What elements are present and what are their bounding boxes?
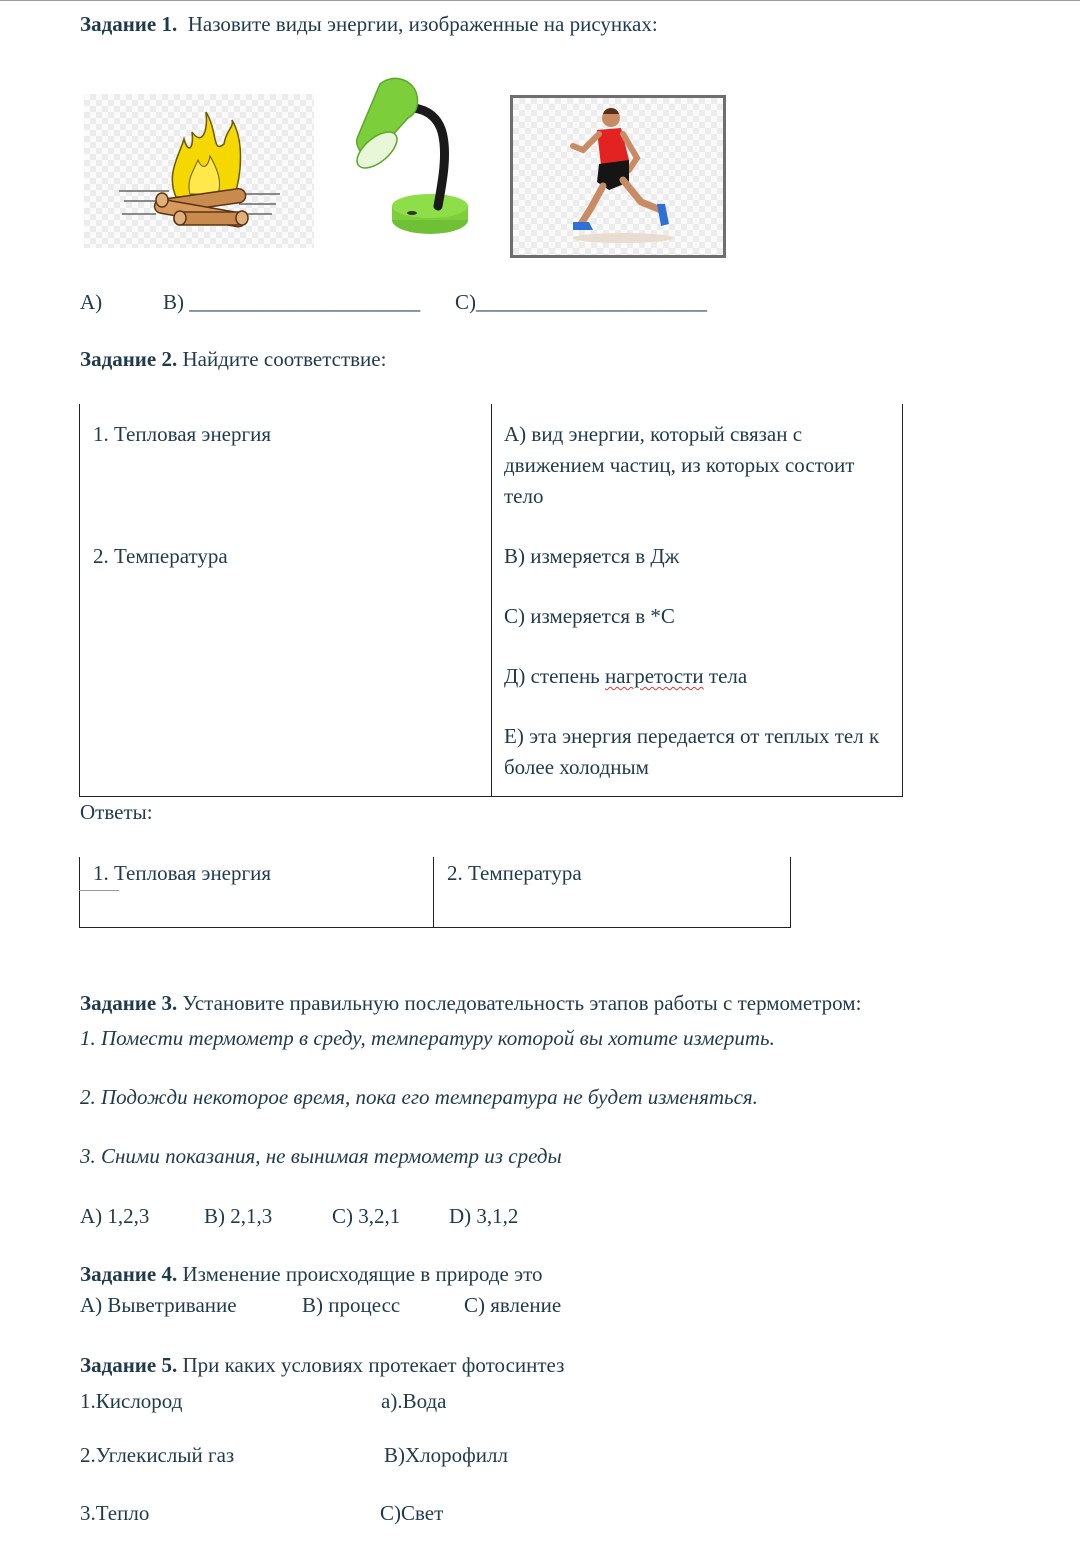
task1-label: Задание 1.: [80, 12, 178, 36]
task4-label: Задание 4.: [80, 1262, 178, 1286]
task3-heading: [80, 991, 861, 1016]
task5-right-a: а).Вода: [381, 1389, 447, 1413]
task4-text: Изменение происходящие в природе это: [182, 1262, 543, 1286]
task5-text: При каких условиях протекает фотосинтез: [182, 1353, 565, 1377]
matching-right-d-end: тела: [703, 664, 748, 688]
answers-label: Ответы:: [80, 800, 153, 824]
task1-text: Назовите виды энергии, изображенные на рисунках:: [187, 12, 658, 36]
task3-option-a: A) 1,2,3: [80, 1204, 150, 1228]
task5-right-b: B)Хлорофилл: [384, 1443, 508, 1467]
task1-heading: [80, 12, 658, 37]
task1-answer-a: A): [80, 290, 103, 314]
task4-option-c: C) явление: [464, 1293, 562, 1317]
task2-label: Задание 2.: [80, 347, 178, 371]
task3-option-b: B) 2,1,3: [204, 1204, 273, 1228]
task3-step-2: 2. Подожди некоторое время, пока его температура не будет изменяться.: [80, 1085, 758, 1109]
desk-lamp-icon: [350, 74, 470, 242]
table-border-left: [79, 404, 80, 797]
task5-label: Задание 5.: [80, 1353, 178, 1377]
matching-right-b: B) измеряется в Дж: [504, 544, 680, 568]
answers-border-right: [790, 857, 791, 928]
matching-right-c: C) измеряется в *С: [504, 604, 675, 628]
matching-right-d-start: Д) степень: [504, 664, 606, 688]
matching-right-a: A) вид энергии, который связан с движением частиц, из которых состоит тело: [504, 422, 855, 508]
task2-text: Найдите соответствие:: [182, 347, 387, 371]
task1-answer-c: C)______________________: [455, 290, 707, 314]
task1-answer-b: B) ______________________: [163, 290, 421, 314]
task3-option-c: C) 3,2,1: [332, 1204, 401, 1228]
table-border-middle: [491, 404, 492, 797]
task5-left-1: 1.Кислород: [80, 1389, 183, 1413]
task3-label: Задание 3.: [80, 991, 178, 1015]
task4-heading: [80, 1262, 543, 1287]
matching-left-2: 2. Температура: [93, 544, 228, 568]
answers-border-middle: [433, 857, 434, 928]
task2-heading: [80, 347, 386, 372]
misspelled-word: нагретости: [605, 664, 704, 688]
answers-cell-2: 2. Температура: [447, 861, 582, 885]
task4-option-b: B) процесс: [302, 1293, 401, 1317]
table-border-right: [902, 404, 903, 797]
task4-option-a: A) Выветривание: [80, 1293, 237, 1317]
table-border-bottom: [79, 796, 903, 797]
task5-left-3: 3.Тепло: [80, 1501, 150, 1525]
campfire-icon: [84, 94, 314, 248]
matching-left-1: 1. Тепловая энергия: [93, 422, 272, 446]
answers-border-left: [79, 857, 80, 928]
matching-right-e: E) эта энергия передается от теплых тел к более холодным: [504, 724, 880, 779]
task3-step-1: 1. Помести термометр в среду, температуру которой вы хотите измерить.: [80, 1026, 775, 1050]
matching-right-d: [504, 661, 894, 692]
answers-divider: [79, 890, 119, 891]
top-border: [0, 0, 1080, 1]
task3-step-3: 3. Сними показания, не вынимая термометр из среды: [80, 1144, 562, 1168]
task5-left-2: 2.Углекислый газ: [80, 1443, 235, 1467]
task5-right-c: C)Свет: [380, 1501, 444, 1525]
task5-heading: [80, 1353, 564, 1378]
task3-text: Установите правильную последовательность этапов работы с термометром:: [182, 991, 862, 1015]
answers-border-bottom: [79, 927, 791, 928]
task3-option-d: D) 3,1,2: [449, 1204, 519, 1228]
answers-cell-1: 1. Тепловая энергия: [93, 861, 272, 885]
runner-icon: [510, 95, 726, 258]
